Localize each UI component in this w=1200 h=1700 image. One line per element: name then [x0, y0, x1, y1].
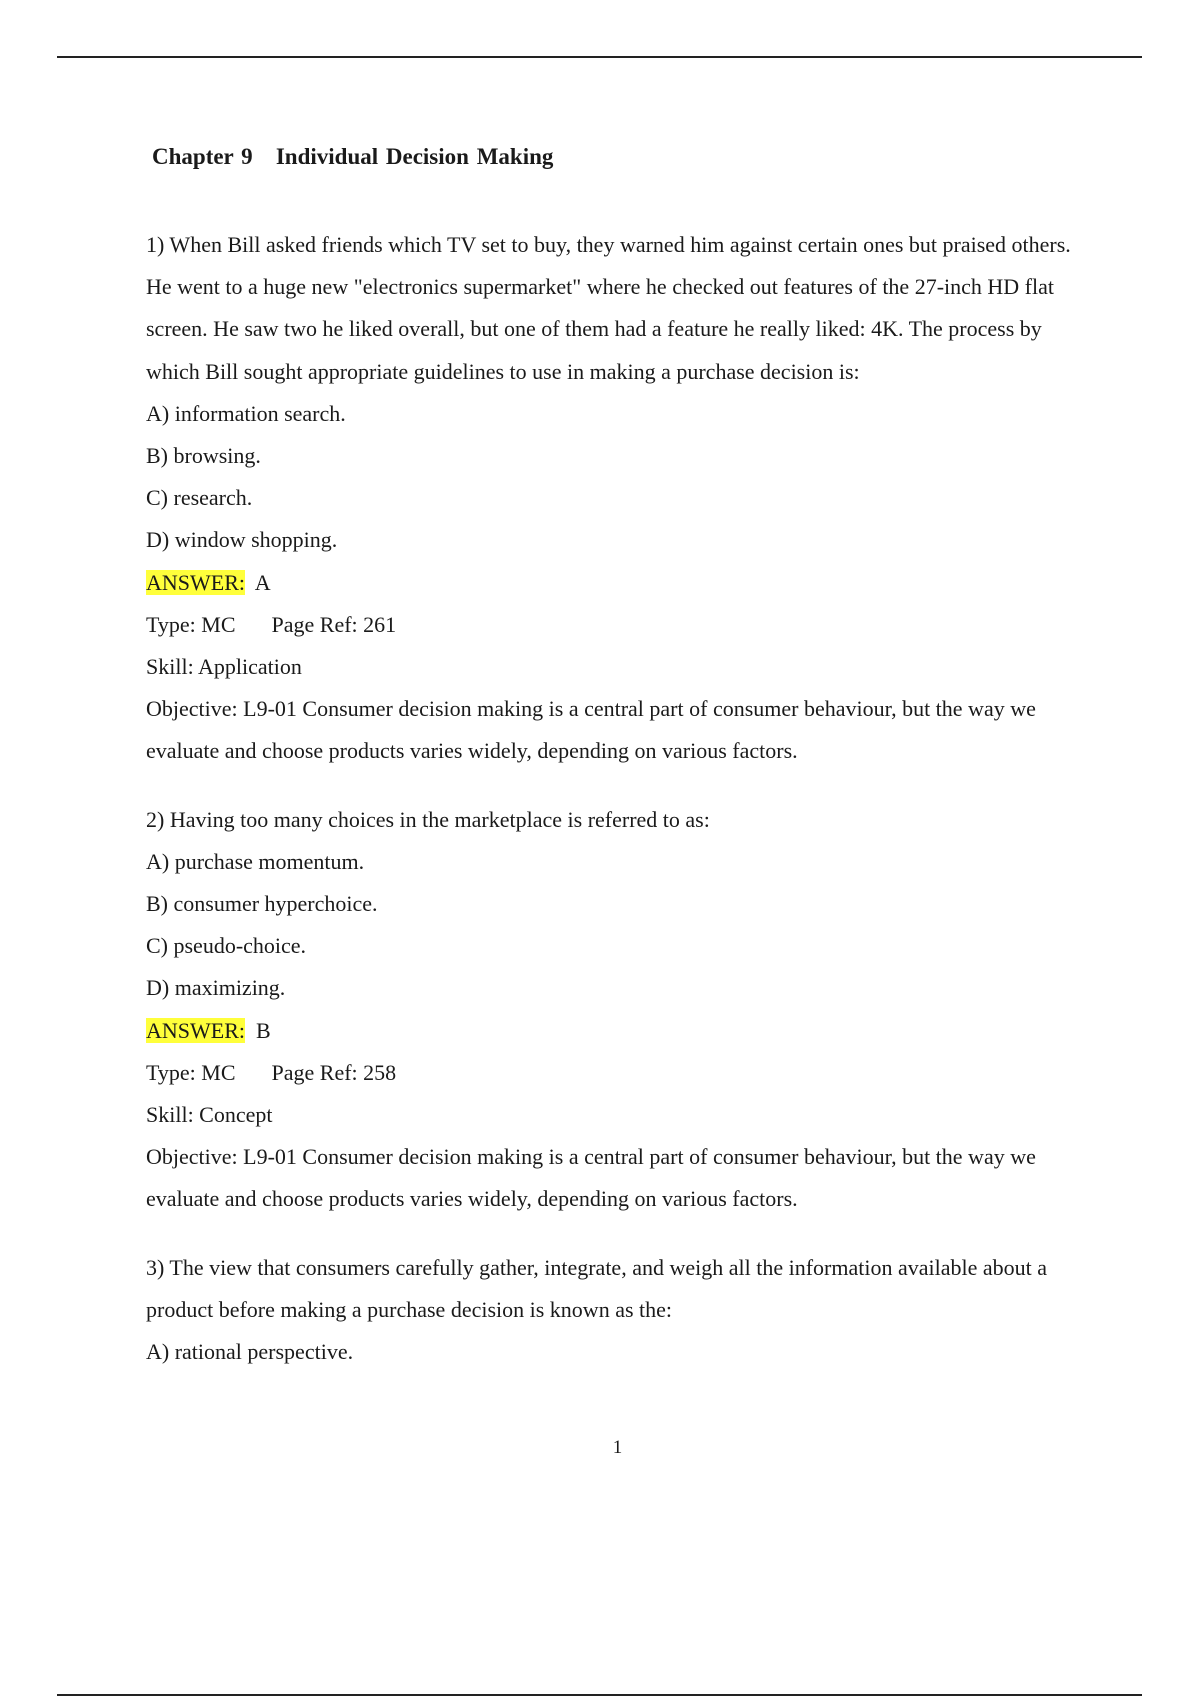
question-1: [146, 224, 1086, 773]
type-pageref-line: [146, 604, 1086, 646]
question-3: [146, 1247, 1086, 1374]
option-c: C) pseudo-choice.: [146, 933, 307, 959]
answer-value: B: [256, 1017, 271, 1043]
option-b: B) browsing.: [146, 443, 261, 469]
question-stem: 3) The view that consumers carefully gather, integrate, and weigh all the information available about a product before making a purchase decision is known as the:: [146, 1254, 1047, 1322]
answer-value: A: [254, 569, 271, 595]
skill-line: Skill: Application: [146, 654, 302, 680]
page-ref: Page Ref: 261: [271, 611, 397, 637]
option-c: C) research.: [146, 485, 253, 511]
question-2: [146, 799, 1086, 1221]
page-ref: Page Ref: 258: [271, 1059, 397, 1085]
answer-label: ANSWER:: [146, 1017, 245, 1043]
objective-line: Objective: L9-01 Consumer decision making is a central part of consumer behaviour, but the way we evaluate and choose products varies widely, depending on various factors.: [146, 1144, 1036, 1212]
question-list: [146, 224, 1086, 1373]
option-d: D) maximizing.: [146, 975, 286, 1001]
chapter-title: Chapter 9 Individual Decision Making: [152, 144, 554, 169]
type-pageref-line: [146, 1052, 1086, 1094]
answer-line: [146, 1010, 1086, 1052]
page-number: 1: [612, 1437, 623, 1458]
option-a: A) rational perspective.: [146, 1339, 354, 1365]
option-a: A) purchase momentum.: [146, 848, 365, 874]
question-stem: 2) Having too many choices in the marketplace is referred to as:: [146, 806, 710, 832]
option-b: B) consumer hyperchoice.: [146, 891, 378, 917]
skill-line: Skill: Concept: [146, 1102, 273, 1128]
answer-label: ANSWER:: [146, 569, 245, 595]
objective-line: Objective: L9-01 Consumer decision making is a central part of consumer behaviour, but the way we evaluate and choose products varies widely, depending on various factors.: [146, 696, 1036, 764]
question-stem: 1) When Bill asked friends which TV set to buy, they warned him against certain ones but praised others. He went to a huge new "electronics supermarket" where he checked out features of the 27-inch HD flat screen. He saw two he liked overall, but one of them had a feature he really liked: 4K. The process by which Bill sought appropriate guidelines to use in making a purchase decision is:: [146, 232, 1071, 384]
answer-line: [146, 562, 1086, 604]
question-type: Type: MC: [146, 611, 236, 637]
option-d: D) window shopping.: [146, 527, 338, 553]
top-rule: [57, 56, 1142, 58]
option-a: A) information search.: [146, 400, 346, 426]
question-type: Type: MC: [146, 1059, 236, 1085]
bottom-rule: [57, 1694, 1142, 1696]
